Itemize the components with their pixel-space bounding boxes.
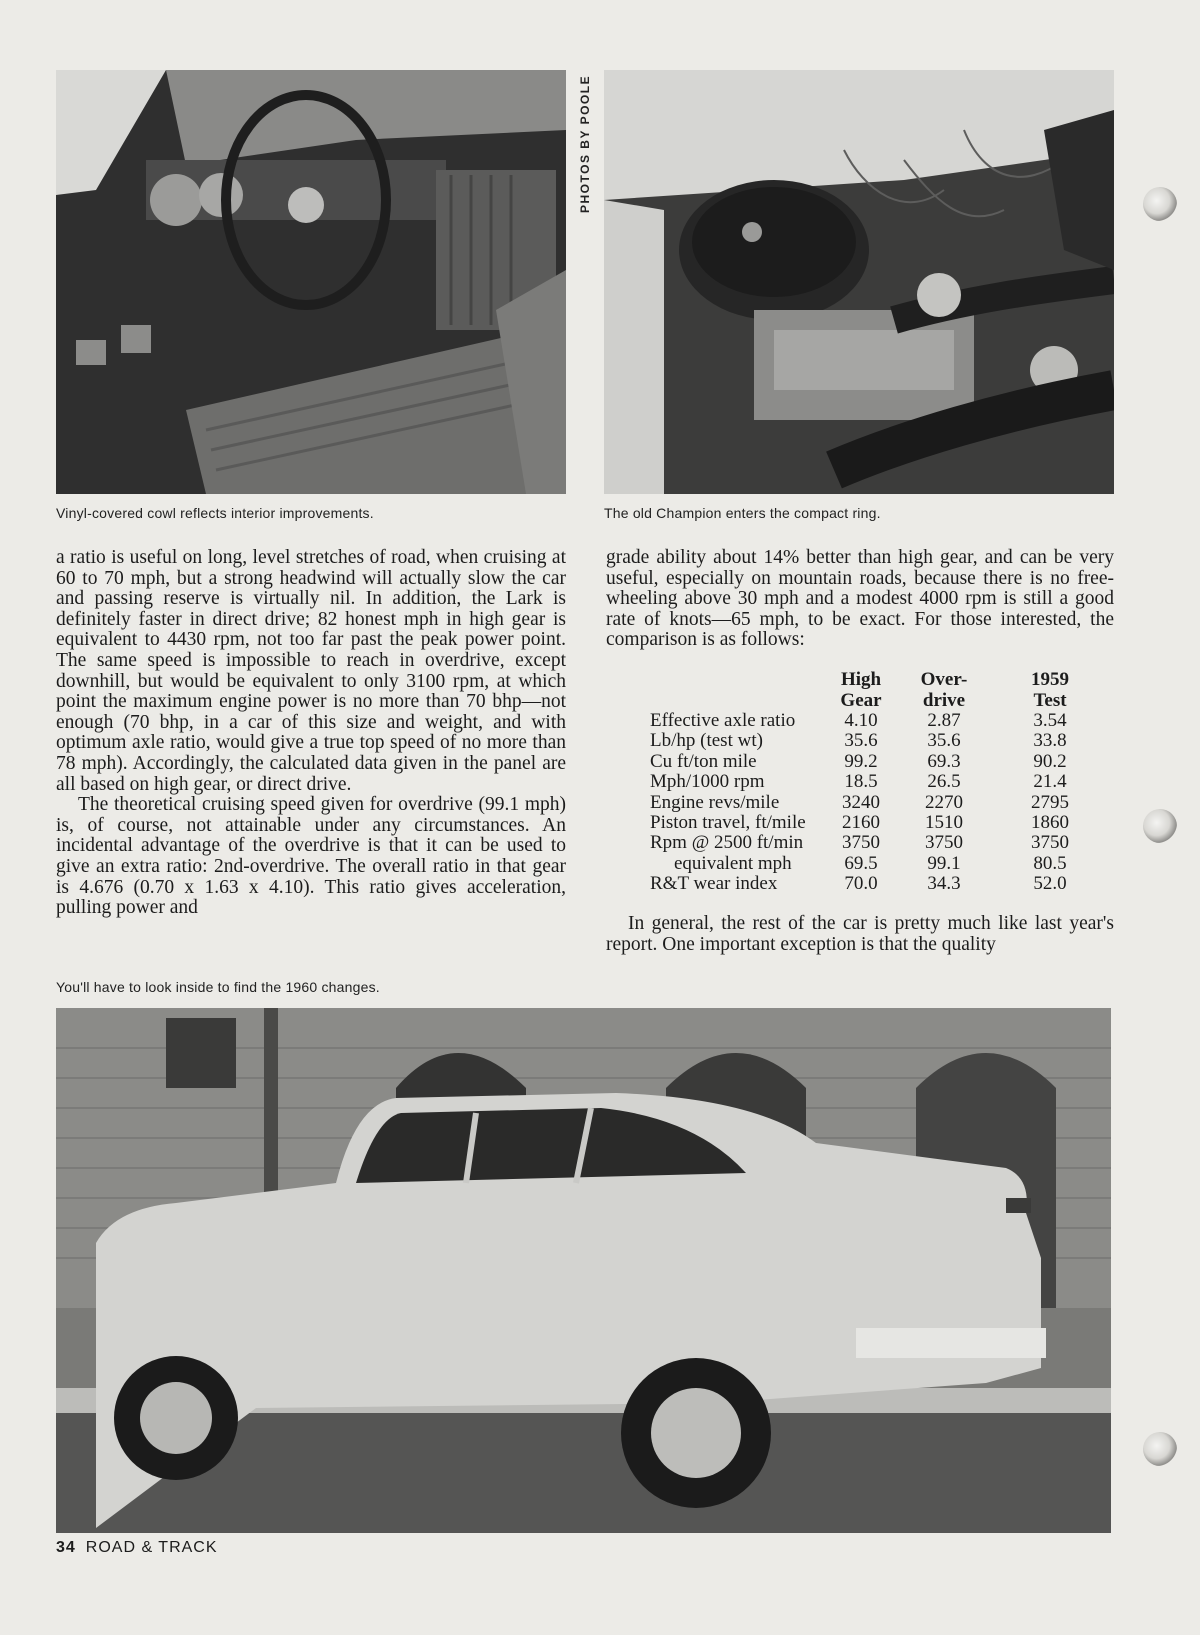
interior-photo — [56, 70, 566, 494]
page-footer — [56, 1539, 218, 1557]
left-column — [56, 548, 566, 919]
comparison-header-row — [650, 669, 1104, 711]
magazine-name: ROAD & TRACK — [85, 1539, 218, 1556]
header-high-gear: High Gear — [840, 669, 882, 711]
table-row: equivalent mph 69.5 99.1 80.5 — [674, 852, 1067, 874]
right-column-outro — [606, 914, 1114, 955]
binder-hole-bottom — [1143, 1432, 1177, 1466]
table-row: Cu ft/ton mile 99.2 69.3 90.2 — [650, 750, 1067, 772]
header-1959-test: 1959 Test — [1031, 669, 1069, 711]
interior-caption: Vinyl-covered cowl reflects interior improvements. — [56, 505, 374, 521]
table-row: Rpm @ 2500 ft/min 3750 3750 3750 — [650, 832, 1069, 854]
engine-photo — [604, 70, 1114, 494]
right-paragraph-2: In general, the rest of the car is pretty much like last year's report. One important exception is that the quality — [606, 913, 1114, 955]
binder-hole-top — [1143, 187, 1177, 221]
exterior-photo — [56, 1008, 1111, 1533]
right-column-intro — [606, 548, 1114, 651]
table-row: R&T wear index 70.0 34.3 52.0 — [650, 873, 1067, 895]
table-row: Lb/hp (test wt) 35.6 35.6 33.8 — [650, 730, 1067, 752]
photo-credit: PHOTOS BY POOLE — [578, 74, 592, 213]
comparison-table — [650, 669, 1104, 895]
table-row: Mph/1000 rpm 18.5 26.5 21.4 — [650, 771, 1067, 793]
engine-caption: The old Champion enters the compact ring. — [604, 505, 881, 521]
table-row: Engine revs/mile 3240 2270 2795 — [650, 791, 1069, 813]
header-overdrive: Over- drive — [920, 669, 968, 711]
binder-hole-middle — [1143, 809, 1177, 843]
page-number: 34 — [56, 1539, 76, 1556]
table-row: Piston travel, ft/mile 2160 1510 1860 — [650, 812, 1069, 834]
left-paragraph-1: a ratio is useful on long, level stretches of road, when cruising at 60 to 70 mph, but a strong headwind will actually slow the car and passing reserve is virtually nil. In addition, the Lark is definitely faster in direct drive; 82 honest mph in high gear is equivalent to 4430 rpm, not too far past the peak power point. The same speed is impossible to reach in overdrive, except downhill, but would be equivalent to only 3100 rpm, at which point the maximum engine power is no more than 70 bhp—not enough (70 bhp, in a car of this size and weight, and with optimum axle ratio, would give a true top speed of no more than 78 mph). Accordingly, the calculated data given in the panel are all based on high gear, or direct drive. — [56, 547, 566, 795]
left-paragraph-2: The theoretical cruising speed given for overdrive (99.1 mph) is, of course, not attainable under any circumstances. An incidental advantage of the overdrive is that it can be used to give an extra ratio: 2nd-overdrive. The overall ratio in that gear is 4.676 (0.70 x 1.63 x 4.10). This ratio gives acceleration, pulling power and — [56, 794, 566, 919]
right-paragraph-1: grade ability about 14% better than high gear, and can be very useful, especially on mountain roads, because there is no free-wheeling above 30 mph and a modest 4000 rpm is still a good rate of knots—65 mph, to be exact. For those interested, the comparison is as follows: — [606, 547, 1114, 651]
table-row: Effective axle ratio 4.10 2.87 3.54 — [650, 710, 1067, 731]
exterior-caption: You'll have to look inside to find the 1960 changes. — [56, 979, 380, 995]
